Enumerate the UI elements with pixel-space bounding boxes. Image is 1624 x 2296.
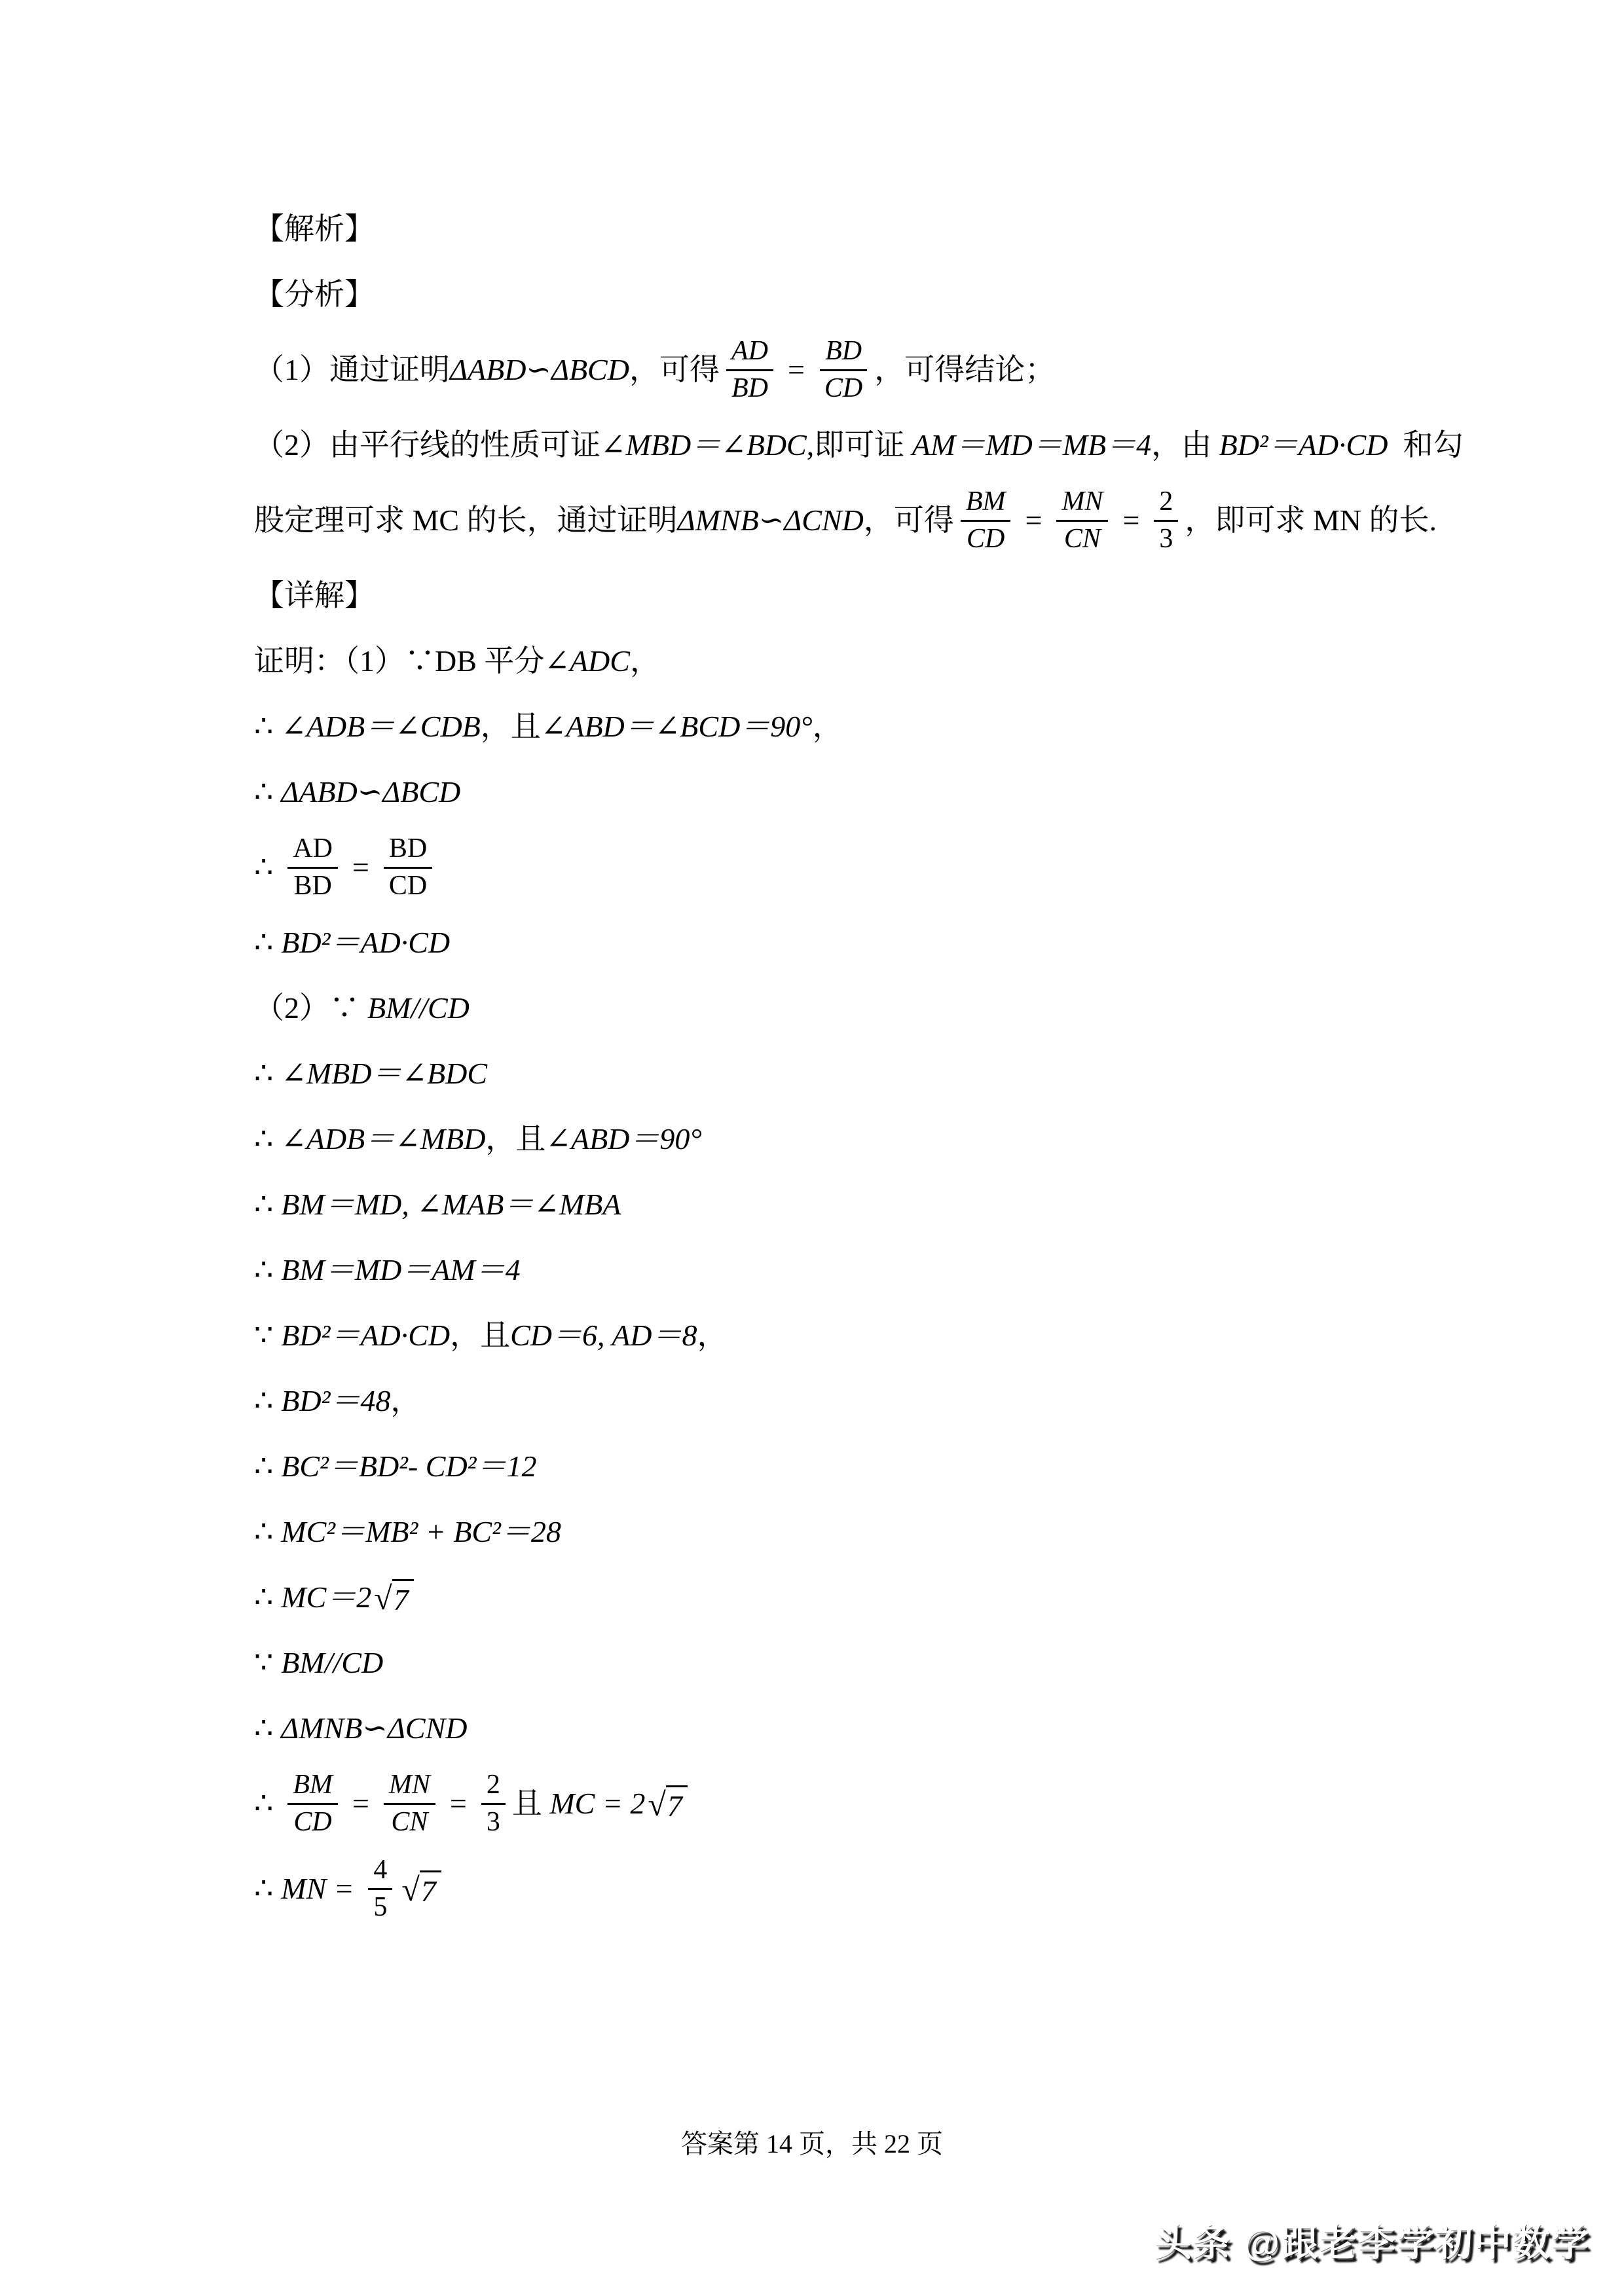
fraction: [961, 487, 1011, 554]
math-expression: ∠ADC: [544, 644, 630, 678]
text-run: （1）通过证明: [254, 352, 450, 386]
therefore-symbol: ∴: [254, 850, 274, 884]
therefore-symbol: ∴: [254, 925, 274, 959]
fraction: [384, 834, 432, 901]
math-expression: ∠MBD＝∠BDC: [600, 428, 807, 462]
math-expression: BD²＝48: [281, 1383, 391, 1417]
text-run: ，: [390, 1383, 421, 1417]
math-expression: ΔMNB∽ΔCND: [677, 503, 864, 537]
math-expression: ΔABD∽ΔBCD: [450, 352, 629, 386]
text-run: ，即可求 MN 的长.: [1185, 503, 1437, 537]
math-expression: BD²＝AD·CD: [281, 1318, 451, 1352]
fraction-numerator: AD: [726, 337, 773, 371]
proof-line-13: [254, 1434, 1401, 1499]
therefore-symbol: ∴: [254, 1383, 274, 1417]
proof-line-12: [254, 1368, 1401, 1434]
because-symbol: ∵: [254, 1645, 274, 1679]
fraction-denominator: CN: [1063, 523, 1101, 554]
because-symbol: （2）∵: [254, 991, 360, 1025]
fraction: [1154, 487, 1178, 554]
text-run: ，且: [480, 709, 541, 743]
math-expression: MC＝2: [281, 1580, 372, 1614]
square-root: [374, 1579, 413, 1616]
proof-line-8: [254, 1106, 1401, 1172]
text-run: ，可得: [863, 503, 954, 537]
math-expression: ∠ADB＝∠MBD: [281, 1121, 486, 1156]
section-label: 【详解】: [254, 578, 375, 612]
proof-line-16: [254, 1630, 1401, 1696]
fraction-denominator: CD: [293, 1806, 332, 1837]
therefore-symbol: ∴: [254, 1786, 274, 1820]
math-expression: BM//CD: [281, 1645, 384, 1679]
equals-sign: =: [449, 1786, 467, 1820]
section-heading-jiexi: [254, 196, 1401, 262]
fraction-numerator: BM: [287, 1770, 338, 1804]
text-run: 证明：（1）∵DB 平分: [254, 644, 545, 678]
text-run: 和勾: [1388, 428, 1464, 462]
therefore-symbol: ∴: [254, 1056, 274, 1090]
radicand: 7: [392, 1579, 414, 1616]
watermark: 头条 @跟老李学初中数学: [1154, 2222, 1590, 2264]
radical-sign-icon: √: [374, 1579, 392, 1616]
text-run: ，可得结论；: [874, 352, 1056, 386]
because-symbol: ∵: [254, 1318, 274, 1352]
fraction-denominator: CD: [388, 870, 428, 901]
math-expression: BD²＝AD·CD: [1219, 428, 1388, 462]
fraction-denominator: CD: [966, 523, 1005, 554]
proof-line-5: [254, 910, 1401, 975]
section-heading-xiangjie: [254, 563, 1401, 629]
text-run: ，: [629, 644, 660, 678]
math-expression: BC²＝BD²- CD²＝12: [281, 1449, 537, 1483]
therefore-symbol: ∴: [254, 1187, 274, 1221]
therefore-symbol: ∴: [254, 1711, 274, 1745]
math-expression: AM＝MD＝MB＝4: [912, 428, 1152, 462]
proof-line-7: [254, 1041, 1401, 1106]
section-heading-fenxi: [254, 262, 1401, 327]
proof-line-15: [254, 1565, 1401, 1630]
fraction-denominator: 3: [1159, 523, 1173, 554]
square-root: [648, 1785, 687, 1822]
math-expression: MN =: [281, 1871, 362, 1905]
fraction: [287, 834, 338, 901]
fraction-numerator: 2: [481, 1770, 506, 1804]
text-run: ，由: [1151, 428, 1219, 462]
proof-line-6: [254, 975, 1401, 1041]
math-expression: ∠ABD＝90°: [545, 1121, 702, 1156]
text-run: ，可得: [629, 352, 720, 386]
proof-line-11: [254, 1303, 1401, 1368]
radical-sign-icon: √: [401, 1870, 420, 1908]
fraction-denominator: 3: [486, 1806, 500, 1837]
therefore-symbol: ∴: [254, 709, 274, 743]
math-expression: BM//CD: [367, 991, 470, 1025]
fraction-numerator: MN: [1056, 487, 1108, 521]
math-expression: ΔMNB∽ΔCND: [281, 1711, 468, 1745]
math-expression: BD²＝AD·CD: [281, 925, 451, 959]
math-expression: BM＝MD, ∠MAB＝∠MBA: [281, 1187, 621, 1221]
proof-line-4: [254, 825, 1401, 910]
therefore-symbol: ∴: [254, 1580, 274, 1614]
fraction-numerator: 2: [1154, 487, 1178, 521]
proof-line-14: [254, 1499, 1401, 1565]
therefore-symbol: ∴: [254, 774, 274, 809]
fraction-numerator: BD: [384, 834, 432, 868]
analysis-line-1: [254, 327, 1401, 412]
analysis-line-2b: [254, 478, 1437, 563]
proof-line-9: [254, 1172, 1401, 1237]
equals-sign: =: [352, 850, 369, 884]
text-run: 且: [511, 1786, 550, 1820]
proof-line-1: [254, 629, 1401, 694]
section-label: 【分析】: [254, 277, 375, 311]
math-expression: ∠ADB＝∠CDB: [281, 709, 481, 743]
fraction-numerator: AD: [287, 834, 338, 868]
radicand: 7: [420, 1870, 441, 1907]
proof-line-19: [254, 1846, 1401, 1931]
fraction-denominator: 5: [373, 1891, 388, 1922]
radical-sign-icon: √: [648, 1785, 666, 1823]
fraction-denominator: CN: [391, 1806, 428, 1837]
math-expression: MC = 2: [549, 1786, 646, 1820]
fraction: [726, 337, 773, 403]
fraction: [1056, 487, 1108, 554]
fraction: [384, 1770, 435, 1837]
fraction-numerator: 4: [368, 1855, 392, 1889]
therefore-symbol: ∴: [254, 1449, 274, 1483]
math-expression: ΔABD∽ΔBCD: [281, 774, 461, 809]
fraction-denominator: BD: [731, 373, 768, 403]
page-footer: 答案第 14 页，共 22 页: [681, 2129, 943, 2159]
therefore-symbol: ∴: [254, 1121, 274, 1156]
therefore-symbol: ∴: [254, 1252, 274, 1286]
text-run: ，且: [450, 1318, 511, 1352]
fraction-numerator: MN: [384, 1770, 435, 1804]
proof-line-10: [254, 1237, 1401, 1303]
section-label: 【解析】: [254, 211, 375, 246]
text-run: ，且: [485, 1121, 546, 1156]
proof-line-3: [254, 759, 1401, 825]
fraction-denominator: CD: [824, 373, 863, 403]
text-run: ，: [812, 709, 843, 743]
analysis-line-2a: [254, 412, 1464, 478]
math-expression: ∠ABD＝∠BCD＝90°: [540, 709, 813, 743]
proof-line-18: [254, 1761, 1401, 1846]
square-root: [401, 1870, 441, 1907]
proof-line-2: [254, 694, 1401, 759]
text-run: 股定理可求 MC 的长，通过证明: [254, 503, 678, 537]
proof-line-17: [254, 1696, 1401, 1761]
fraction-numerator: BD: [820, 337, 867, 371]
therefore-symbol: ∴: [254, 1514, 274, 1548]
equals-sign: =: [352, 1786, 369, 1820]
text-run: （2）由平行线的性质可证: [254, 428, 600, 462]
text-run: ,即可证: [806, 428, 912, 462]
fraction-numerator: BM: [961, 487, 1011, 521]
text-run: ，: [697, 1318, 728, 1352]
math-expression: ∠MBD＝∠BDC: [281, 1056, 488, 1090]
math-expression: BM＝MD＝AM＝4: [281, 1252, 521, 1286]
equals-sign: =: [787, 352, 805, 386]
fraction-denominator: BD: [293, 870, 332, 901]
equals-sign: =: [1122, 503, 1140, 537]
fraction: [819, 337, 868, 403]
math-expression: CD＝6, AD＝8: [510, 1318, 697, 1352]
fraction: [368, 1855, 392, 1922]
radicand: 7: [666, 1785, 688, 1822]
fraction: [481, 1770, 506, 1837]
equals-sign: =: [1025, 503, 1043, 537]
fraction: [287, 1770, 338, 1837]
math-expression: MC²＝MB² + BC²＝28: [281, 1514, 561, 1548]
therefore-symbol: ∴: [254, 1871, 274, 1905]
